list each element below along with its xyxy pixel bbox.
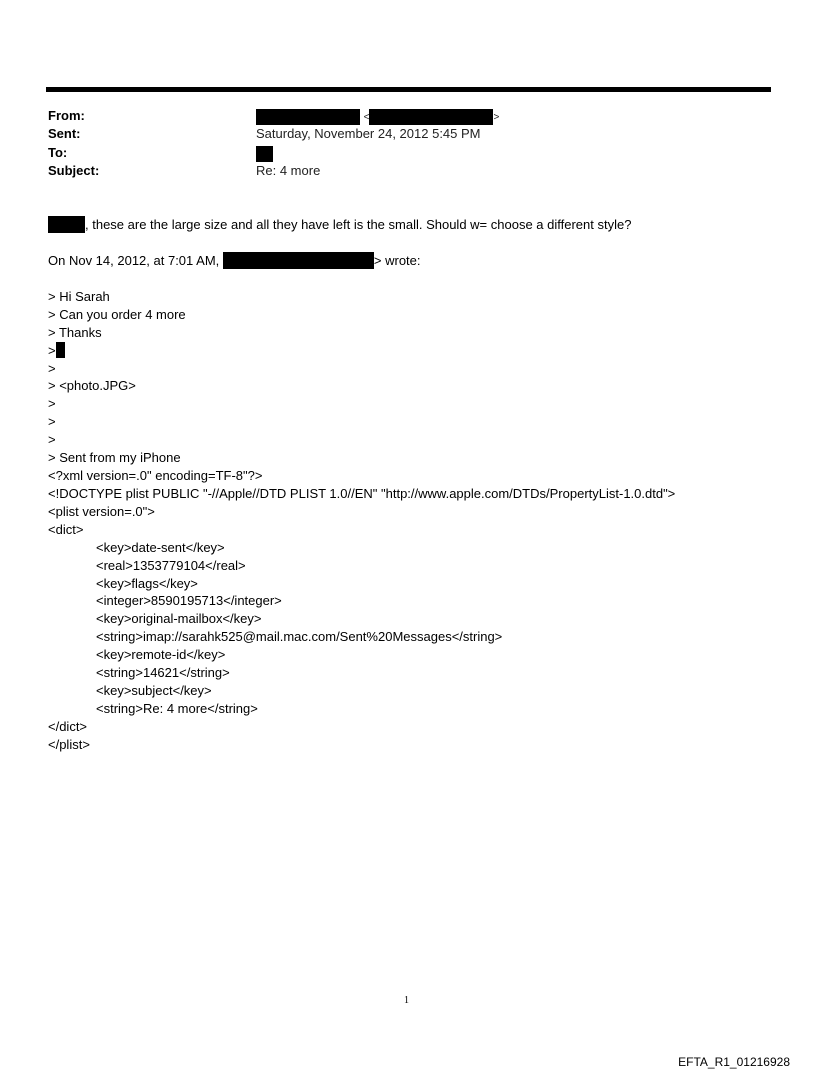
quoted-line: > Thanks	[48, 325, 102, 340]
xml-line: <!DOCTYPE plist PUBLIC "-//Apple//DTD PLIST 1.0//EN" "http://www.apple.com/DTDs/PropertyList-1.0.dtd">	[48, 486, 676, 501]
quoted-line: >	[48, 432, 56, 447]
redaction-box	[48, 216, 85, 233]
header-rule	[46, 87, 771, 92]
from-lt: <	[363, 112, 370, 123]
plist-line: <key>subject</key>	[96, 683, 212, 698]
from-value	[256, 107, 499, 127]
reply-text: , these are the large size and all they have left is the small. Should w= choose a different style?	[85, 217, 632, 232]
quoted-line: >	[48, 396, 56, 411]
plist-line: <string>14621</string>	[96, 665, 230, 680]
plist-line: <key>flags</key>	[96, 576, 198, 591]
plist-line: <string>imap://sarahk525@mail.mac.com/Sent%20Messages</string>	[96, 629, 503, 644]
from-label: From:	[48, 108, 85, 123]
xml-line: </dict>	[48, 719, 88, 734]
plist-line: <real>1353779104</real>	[96, 558, 246, 573]
quoted-line	[48, 342, 65, 360]
plist-line: <key>original-mailbox</key>	[96, 611, 262, 626]
reply-line	[48, 216, 631, 234]
quoted-line: > Can you order 4 more	[48, 307, 186, 322]
document-id: EFTA_R1_01216928	[678, 1055, 790, 1069]
quoted-line: > Hi Sarah	[48, 289, 110, 304]
subject-value: Re: 4 more	[256, 163, 321, 178]
redaction-box	[256, 146, 273, 162]
sent-value: Saturday, November 24, 2012 5:45 PM	[256, 126, 481, 141]
xml-line: <plist version=.0">	[48, 504, 155, 519]
plist-line: <integer>8590195713</integer>	[96, 593, 282, 608]
from-gt: >	[493, 112, 500, 123]
xml-line: </plist>	[48, 737, 90, 752]
quote-intro-suffix: > wrote:	[373, 253, 421, 268]
plist-line: <key>date-sent</key>	[96, 540, 225, 555]
quoted-line: > Sent from my iPhone	[48, 450, 181, 465]
xml-line: <?xml version=.0" encoding=TF-8"?>	[48, 468, 263, 483]
quoted-marker: >	[48, 343, 56, 358]
redaction-box	[369, 109, 493, 125]
quoted-line: >	[48, 414, 56, 429]
subject-label: Subject:	[48, 163, 100, 178]
page-number: 1	[404, 995, 409, 1006]
redaction-box	[56, 342, 65, 358]
redaction-box	[223, 252, 374, 269]
redaction-box	[256, 109, 360, 125]
to-value	[256, 144, 273, 162]
sent-label: Sent:	[48, 126, 81, 141]
quoted-line: >	[48, 361, 56, 376]
plist-line: <key>remote-id</key>	[96, 647, 226, 662]
quote-intro	[48, 252, 421, 270]
to-label: To:	[48, 145, 68, 160]
quote-intro-prefix: On Nov 14, 2012, at 7:01 AM,	[48, 253, 220, 268]
quoted-line: > <photo.JPG>	[48, 378, 136, 393]
xml-line: <dict>	[48, 522, 84, 537]
plist-line: <string>Re: 4 more</string>	[96, 701, 258, 716]
